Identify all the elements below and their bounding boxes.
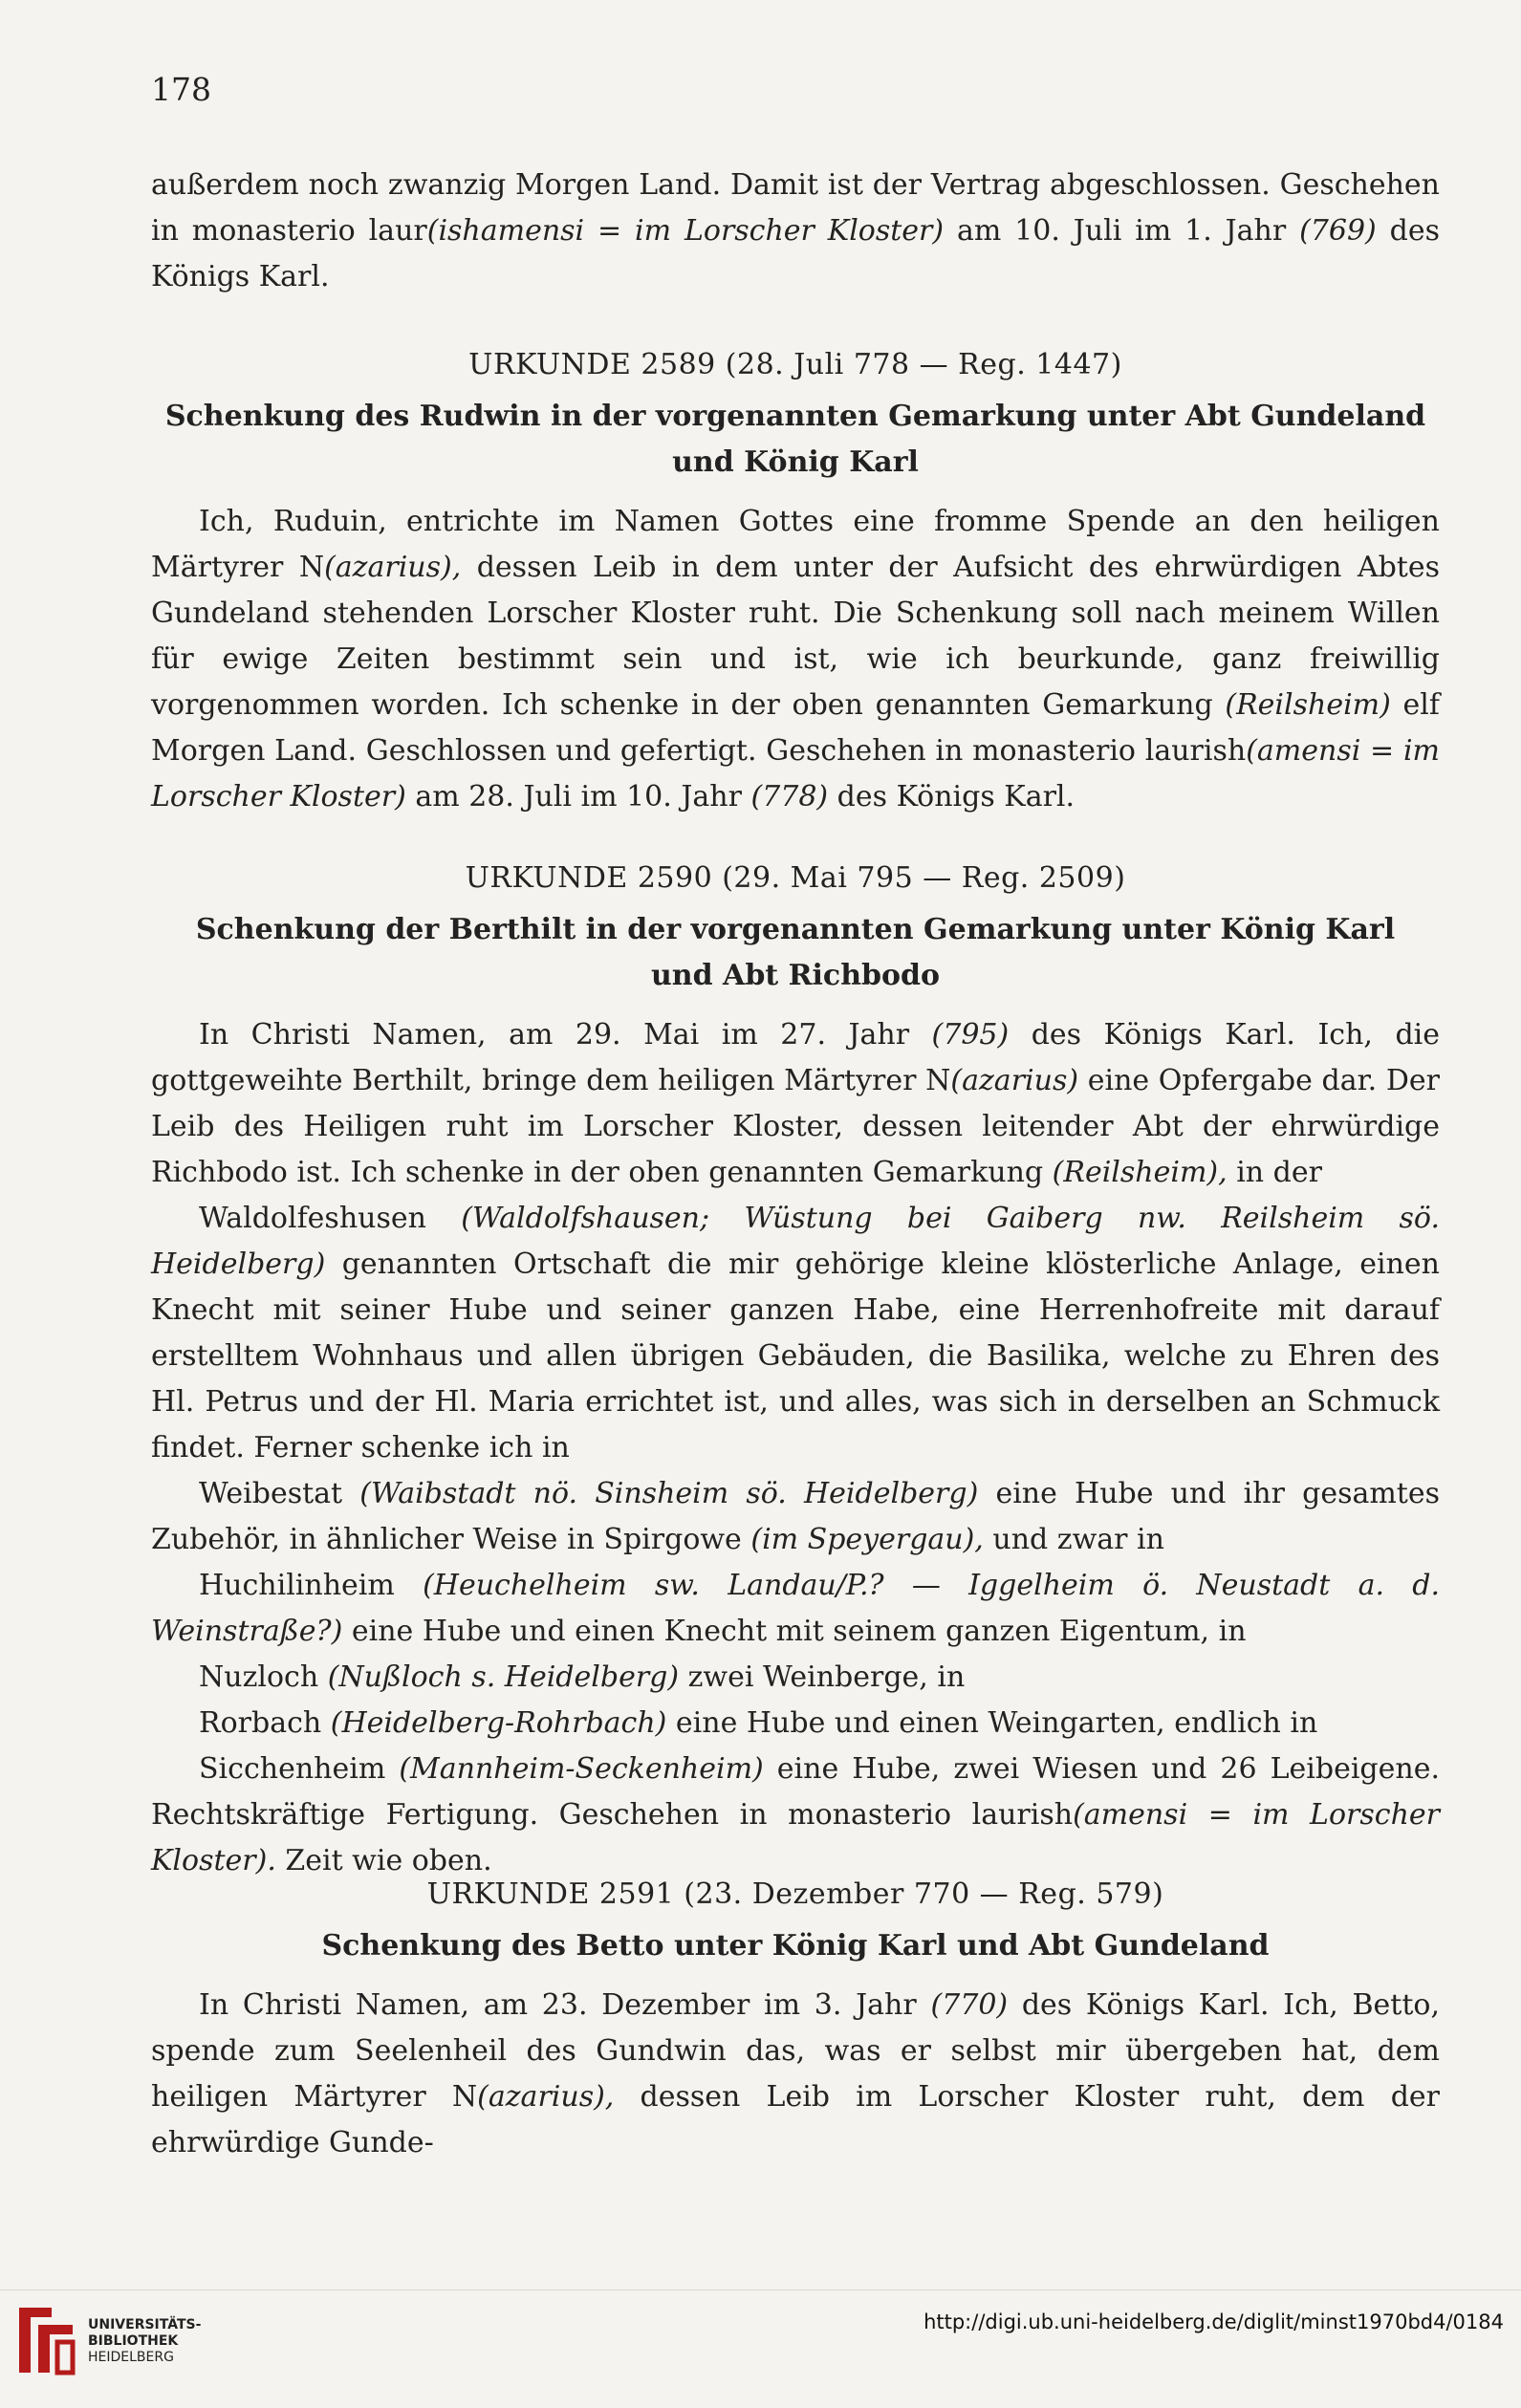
document-body <box>151 499 1440 820</box>
place-entry <box>151 1471 1440 1563</box>
italic-run: (778) <box>750 780 829 814</box>
italic-run: (770) <box>930 1988 1009 2022</box>
document-heading: URKUNDE 2591 (23. Dezember 770 — Reg. 579) <box>426 1877 1164 1911</box>
logo-line: UNIVERSITÄTS- <box>88 2317 202 2332</box>
text-run: eine Hube und ihr gesamtes Zubehör, in ähnlicher Weise in Spirgowe <box>151 1477 1441 1556</box>
text-run: und zwar in <box>983 1523 1164 1556</box>
place-name: Huchilinheim <box>199 1569 424 1602</box>
title-line: und König Karl <box>672 445 919 479</box>
italic-run: (amensi = im Lorscher Kloster) <box>151 734 1440 814</box>
text-run: Zeit wie oben. <box>275 1844 492 1877</box>
italic-run: (Mannheim-Seckenheim) <box>399 1752 764 1786</box>
page-number: 178 <box>151 71 211 108</box>
italic-run: (im Speyergau), <box>750 1523 984 1556</box>
text-run: in der <box>1227 1156 1322 1189</box>
italic-run: (769) <box>1299 214 1377 248</box>
title-line: und Abt Richbodo <box>651 959 940 992</box>
document-2589 <box>151 342 1440 820</box>
italic-run: (azarius), <box>324 551 462 584</box>
place-name: Nuzloch <box>199 1660 328 1694</box>
text-run: eine Opfergabe dar. Der Leib des Heiligen ruht im Lorscher Kloster, dessen leitender Abt der ehrwürdige Richbodo ist. Ich schenke in der oben genannten Gemarkung <box>151 1064 1441 1189</box>
text-run: des Königs Karl. Ich, Betto, spende zum Seelenheil des Gundwin das, was er selbst mir übergeben hat, dem heiligen Märtyrer N <box>151 1988 1440 2114</box>
text-run: zwei Weinberge, in <box>679 1660 966 1694</box>
italic-run: (azarius) <box>950 1064 1079 1097</box>
italic-run: (azarius), <box>477 2080 615 2114</box>
italic-run: (Heidelberg-Rohrbach) <box>330 1706 667 1740</box>
place-entry <box>151 1701 1440 1746</box>
place-entry <box>151 1746 1440 1884</box>
italic-run: (Reilsheim) <box>1225 688 1391 722</box>
italic-run: (Waibstadt nö. Sinsheim sö. Heidelberg) <box>359 1477 979 1510</box>
document-title <box>151 394 1440 486</box>
place-name: Sicchenheim <box>199 1752 400 1786</box>
italic-run: (Heuchelheim sw. Landau/P.? — Iggelheim ö. Neustadt a. d. Weinstraße?) <box>151 1569 1440 1648</box>
text-run: des Königs Karl. Ich, die gottgeweihte Berthilt, bringe dem heiligen Märtyrer N <box>151 1018 1441 1097</box>
text-run: In Christi Namen, am 29. Mai im 27. Jahr <box>199 1018 932 1052</box>
italic-run: (795) <box>931 1018 1010 1052</box>
title-line: Schenkung der Berthilt in der vorgenannten Gemarkung unter König Karl <box>195 913 1396 946</box>
place-entry <box>151 1655 1440 1701</box>
intro-paragraph <box>151 163 1440 300</box>
logo-line: HEIDELBERG <box>88 2350 174 2365</box>
italic-run: (ishamensi = im Lorscher Kloster) <box>426 214 945 248</box>
logo-line: BIBLIOTHEK <box>88 2333 179 2349</box>
text-run: elf Morgen Land. Geschlossen und gefertigt. Geschehen in monasterio laurish <box>151 688 1440 768</box>
title-line: Schenkung des Rudwin in der vorgenannten Gemarkung unter Abt Gundeland <box>164 400 1426 433</box>
document-heading: URKUNDE 2589 (28. Juli 778 — Reg. 1447) <box>468 348 1122 381</box>
library-logo-text <box>88 2317 201 2366</box>
text-run: dessen Leib in dem unter der Aufsicht des ehrwürdigen Abtes Gundeland stehenden Lorscher Kloster ruht. Die Schenkung soll nach meinem Willen für ewige Zeiten bestimmt sein und ist, wie ich beurkunde, ganz freiwillig vorgenommen worden. Ich schenke in der oben genannten Gemarkung <box>151 551 1440 722</box>
document-2591 <box>151 1872 1440 2166</box>
document-title: Schenkung des Betto unter König Karl und Abt Gundeland <box>321 1929 1270 1963</box>
text-run: außerdem noch zwanzig Morgen Land. Damit ist der Vertrag abgeschlossen. Geschehen in monasterio laur <box>151 168 1440 248</box>
text-run: Ich, Ruduin, entrichte im Namen Gottes eine fromme Spende an den heiligen Märtyrer N <box>151 505 1440 584</box>
text-run: am 10. Juli im 1. Jahr <box>944 214 1300 248</box>
italic-run: (Reilsheim), <box>1052 1156 1228 1189</box>
library-logo <box>13 2304 243 2380</box>
document-body <box>151 1012 1440 1196</box>
intro-block <box>151 163 1440 300</box>
italic-run: (Waldolfshausen; Wüstung bei Gaiberg nw. Reilsheim sö. Heidelberg) <box>151 1202 1440 1281</box>
italic-run: (amensi = im Lorscher Kloster). <box>151 1798 1440 1877</box>
place-entry <box>151 1563 1440 1655</box>
text-run: eine Hube und einen Weingarten, endlich in <box>666 1706 1318 1740</box>
text-run: am 28. Juli im 10. Jahr <box>405 780 751 814</box>
place-name: Waldolfeshusen <box>199 1202 462 1235</box>
text-run: dessen Leib im Lorscher Kloster ruht, dem der ehrwürdige Gunde- <box>151 2080 1440 2159</box>
text-run: des Königs Karl. <box>828 780 1076 814</box>
document-2590 <box>151 856 1440 1884</box>
text-run: des Königs Karl. <box>151 214 1440 293</box>
place-name: Weibestat <box>199 1477 360 1510</box>
text-run: genannten Ortschaft die mir gehörige kleine klösterliche Anlage, einen Knecht mit seiner Hube und seiner ganzen Habe, eine Herrenhofreite mit darauf erstelltem Wohnhaus und allen übrigen Gebäuden, die Basilika, welche zu Ehren des Hl. Petrus und der Hl. Maria errichtet ist, und alles, was sich in derselben an Schmuck findet. Ferner schenke ich in <box>151 1247 1440 1464</box>
text-run: eine Hube, zwei Wiesen und 26 Leibeigene. Rechtskräftige Fertigung. Geschehen in monasterio laurish <box>151 1752 1440 1832</box>
place-entry <box>151 1196 1440 1471</box>
text-run: In Christi Namen, am 23. Dezember im 3. Jahr <box>199 1988 931 2022</box>
document-title <box>151 907 1440 999</box>
source-url-link[interactable]: http://digi.ub.uni-heidelberg.de/diglit/minst1970bd4/0184 <box>923 2310 1504 2333</box>
document-heading: URKUNDE 2590 (29. Mai 795 — Reg. 2509) <box>465 861 1126 895</box>
text-run: eine Hube und einen Knecht mit seinem ganzen Eigentum, in <box>342 1615 1247 1648</box>
place-name: Rorbach <box>199 1706 331 1740</box>
italic-run: (Nußloch s. Heidelberg) <box>327 1660 680 1694</box>
document-body <box>151 1983 1440 2166</box>
footer-divider <box>0 2289 1521 2290</box>
library-logo-icon <box>13 2304 78 2376</box>
